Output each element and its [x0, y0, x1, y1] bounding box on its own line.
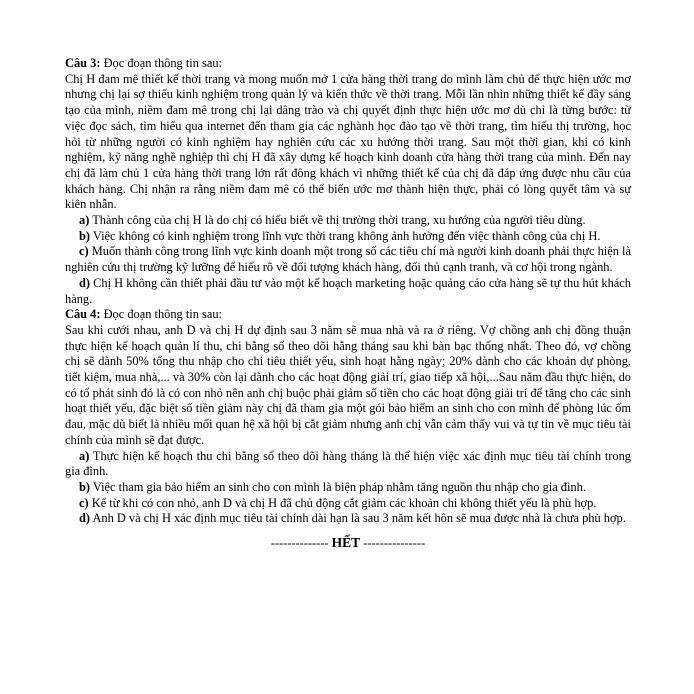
- end-marker: [65, 535, 631, 552]
- option-d: [65, 511, 631, 527]
- option-text: Kể từ khi có con nhỏ, anh D và chị H đã chủ động cắt giảm các khoản chi không thiết yếu là phù hợp.: [91, 495, 597, 510]
- question-prompt: Đọc đoạn thông tin sau:: [103, 56, 222, 70]
- option-a: [65, 449, 631, 480]
- option-letter: d): [79, 275, 91, 290]
- option-letter: c): [79, 495, 89, 510]
- option-d: [65, 276, 631, 307]
- option-letter: b): [79, 479, 91, 494]
- option-text: Thực hiện kế hoạch thu chi bằng sổ theo dõi hàng tháng là thể hiện việc xác định mục tiêu tài chính trong gia đình.: [65, 448, 631, 479]
- question-prompt: Đọc đoạn thông tin sau:: [103, 307, 222, 322]
- option-letter: c): [79, 244, 89, 259]
- option-text: Muốn thành công trong lĩnh vực kinh doanh một trong số các tiêu chí mà người kinh doanh phải thực hiện là nghiên cứu thị trường kỹ lưỡng để hiểu rõ về đối tượng khách hàng, đối thủ cạnh tranh, và cơ hội trong ngành.: [65, 244, 631, 275]
- option-letter: d): [79, 511, 91, 526]
- option-letter: a): [79, 213, 90, 228]
- option-text: Chị H không cần thiết phải đầu tư vào một kế hoạch marketing hoặc quảng cáo cửa hàng sẽ tự thu hút khách hàng.: [65, 275, 631, 306]
- option-b: [65, 480, 631, 496]
- option-c: [65, 496, 631, 512]
- option-c: [65, 244, 631, 275]
- option-text: Thành công của chị H là do chị có hiểu biết về thị trường thời trang, xu hướng của người tiêu dùng.: [92, 213, 586, 228]
- question-4: [65, 307, 631, 527]
- end-dashes-right: ---------------: [363, 536, 426, 551]
- question-label: Câu 3:: [65, 56, 101, 70]
- question-passage: Sau khi cưới nhau, anh D và chị H dự định sau 3 năm sẽ mua nhà và ra ở riêng. Vợ chồng anh chị đồng thuận thực hiện kế hoạch quản lí thu, chi bằng sổ theo dõi hằng tháng sau khi bàn bạc thống nhất. Theo đó, vợ chồng chị sẽ dành 50% tổng thu nhập cho chi tiêu thiết yếu, sinh hoạt hằng ngày; 20% dành cho các khoản dự phòng, tiết kiệm, mua nhà,... và 30% còn lại dành cho các hoạt động giải trí, giao tiếp xã hội,...Sau năm đầu thực hiện, do có tổ phát sinh đó là có con nhỏ nên anh chị buộc phải giảm số tiền cho các hoạt động giải trí để tăng cho các sinh hoạt thiết yếu, đặc biệt số tiền giảm này chị đã tham gia một gói bảo hiểm an sinh cho con mình để phòng lúc ốm đau, mặc dù biết là nhiều mối quan hệ xã hội bị cắt giảm nhưng anh chị vẫn cảm thấy vui và tự tin về mục tiêu tài chính của mình sẽ đạt được.: [65, 322, 631, 447]
- option-text: Anh D và chị H xác định mục tiêu tài chính dài hạn là sau 3 năm kết hôn sẽ mua được nhà là chưa phù hợp.: [92, 511, 626, 526]
- question-3: [65, 56, 631, 307]
- end-dashes-left: --------------: [270, 536, 329, 551]
- exam-page: [65, 56, 631, 552]
- option-a: [65, 213, 631, 229]
- option-text: Việc không có kinh nghiệm trong lĩnh vực thời trang không ảnh hưởng đến việc thành công của chị H.: [92, 228, 601, 243]
- option-text: Việc tham gia bảo hiểm an sinh cho con mình là biện pháp nhằm tăng nguồn thu nhập cho gia đình.: [92, 479, 586, 494]
- option-letter: a): [79, 448, 90, 463]
- question-heading: [65, 56, 631, 72]
- question-heading: [65, 307, 631, 323]
- end-word: HẾT: [331, 535, 361, 551]
- option-letter: b): [79, 228, 91, 243]
- option-b: [65, 229, 631, 245]
- question-label: Câu 4:: [65, 307, 101, 322]
- question-passage: Chị H đam mê thiết kế thời trang và mong muốn mở 1 cửa hàng thời trang do mình làm chủ để thực hiện ước mơ nhưng chị lại sợ thiếu kinh nghiệm trong quản lý và kiến thức về thời trang. Mỗi lần nhìn những thiết kế đầy sáng tạo của mình, niềm đam mê trong chị lại dâng trào và chị quyết định thực hiện ước mơ dù chỉ là từng bước: từ việc đọc sách, tìm hiểu qua internet đến tham gia các nghành học đào tạo về thời trang, tìm hiểu thị trường, học hỏi từ những người có kinh nghiệm hay nghiên cứu các xu hướng thời trang. Sau một thời gian, khi có kinh nghiệm, kỹ năng nghề nghiệp thì chị H đã xây dựng kế hoạch kinh doanh cửa hàng thời trang của mình. Đến nay chị đã làm chủ 1 cửa hàng thời trang lớn rất đông khách vì những thiết kế của chị đã đáp ứng được nhu cầu của khách hàng. Chị nhận ra rằng niềm đam mê có thể biến ước mơ thành hiện thực, phải có lòng quyết tâm và sự kiên nhẫn.: [65, 71, 631, 212]
